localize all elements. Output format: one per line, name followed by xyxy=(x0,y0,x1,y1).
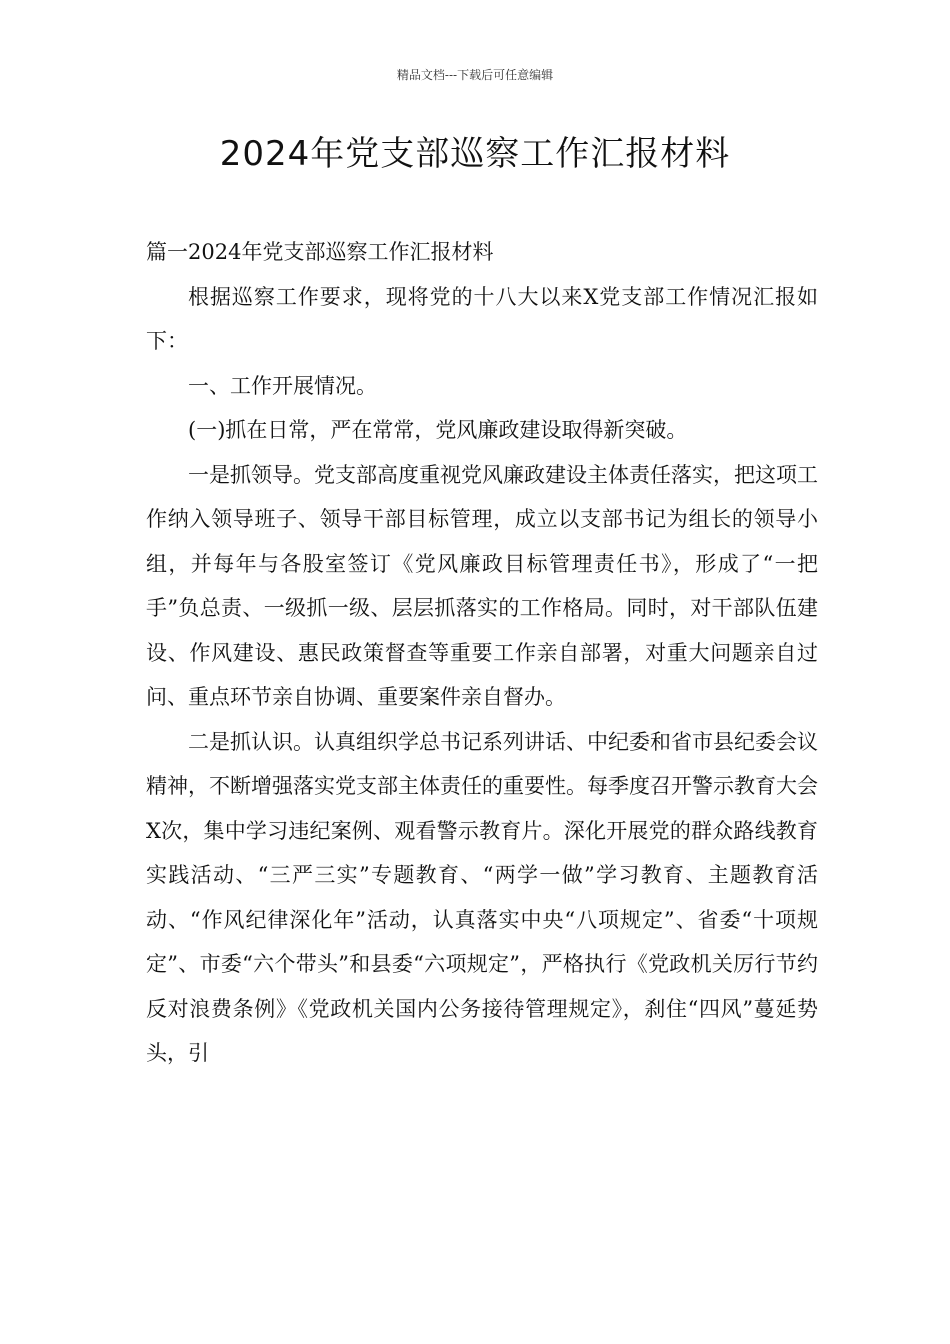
document-title: 2024年党支部巡察工作汇报材料 xyxy=(219,134,731,174)
section-heading-1: 一、工作开展情况。 xyxy=(188,373,377,398)
document-body xyxy=(146,230,818,1076)
paragraph-leadership: 一是抓领导。党支部高度重视党风廉政建设主体责任落实，把这项工作纳入领导班子、领导干部目标管理，成立以支部书记为组长的领导小组，并每年与各股室签订《党风廉政目标管理责任书》，形成了“一把手”负总责、一级抓一级、层层抓落实的工作格局。同时，对干部队伍建设、作风建设、惠民政策督查等重要工作亲自部署，对重大问题亲自过问、重点环节亲自协调、重要案件亲自督办。 xyxy=(146,462,818,709)
paragraph-awareness: 二是抓认识。认真组织学总书记系列讲话、中纪委和省市县纪委会议精神，不断增强落实党支部主体责任的重要性。每季度召开警示教育大会X次，集中学习违纪案例、观看警示教育片。深化开展党的群众路线教育实践活动、“三严三实”专题教育、“两学一做”学习教育、主题教育活动、“作风纪律深化年”活动，认真落实中央“八项规定”、省委“十项规定”、市委“六个带头”和县委“六项规定”，严格执行《党政机关厉行节约反对浪费条例》《党政机关国内公务接待管理规定》，刹住“四风”蔓延势头，引 xyxy=(146,729,818,1065)
section-subtitle: 篇一2024年党支部巡察工作汇报材料 xyxy=(146,240,494,264)
intro-paragraph: 根据巡察工作要求，现将党的十八大以来X党支部工作情况汇报如下： xyxy=(146,284,818,353)
header-note: 精品文档---下载后可任意编辑 xyxy=(396,68,554,82)
subsection-heading-1: (一)抓在日常，严在常常，党风廉政建设取得新突破。 xyxy=(188,418,688,442)
